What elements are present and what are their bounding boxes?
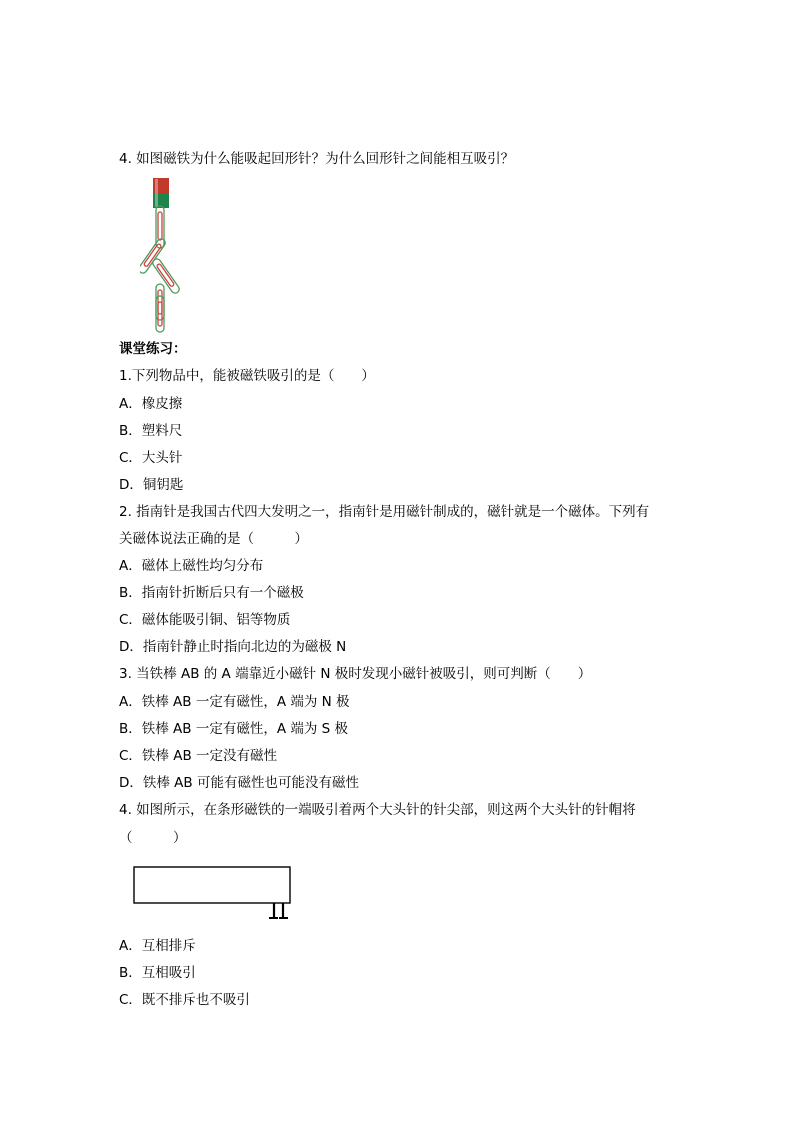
question-4-stem-line-2: （ ） [119,830,187,846]
question-2-option-a: A．磁体上磁性均匀分布 [119,558,264,574]
section-title: 课堂练习： [119,341,187,357]
magnet-paperclip-figure [140,176,180,336]
question-2-option-d: D．指南针静止时指向北边的为磁极 N [119,639,347,655]
question-3-option-a: A．铁棒 AB 一定有磁性，A 端为 N 极 [119,694,350,710]
bar-magnet [134,867,290,903]
question-4-option-c: C．既不排斥也不吸引 [119,992,250,1008]
question-4-option-a: A．互相排斥 [119,938,196,954]
question-3-stem: 3. 当铁棒 AB 的 A 端靠近小磁针 N 极时发现小磁针被吸引，则可判断（ ） [119,666,592,682]
question-4-option-b: B．互相吸引 [119,965,196,981]
question-2-option-c: C．磁体能吸引铜、铝等物质 [119,612,291,628]
question-2-option-b: B．指南针折断后只有一个磁极 [119,585,304,601]
question-3-option-c: C．铁棒 AB 一定没有磁性 [119,748,278,764]
bar-magnet-pins-figure [128,862,298,924]
question-3-option-b: B．铁棒 AB 一定有磁性，A 端为 S 极 [119,721,349,737]
question-1-option-a: A．橡皮擦 [119,396,183,412]
question-1-stem: 1.下列物品中，能被磁铁吸引的是（ ） [119,368,375,384]
paperclip-2 [140,237,167,274]
question-2-stem-line-2: 关磁体说法正确的是（ ） [119,531,308,547]
question-1-option-d: D．铜钥匙 [119,477,184,493]
question-1-option-b: B．塑料尺 [119,423,183,439]
intro-question-4: 4. 如图磁铁为什么能吸起回形针？为什么回形针之间能相互吸引？ [119,151,515,167]
question-3-option-d: D．铁棒 AB 可能有磁性也可能没有磁性 [119,775,359,791]
question-1-option-c: C．大头针 [119,450,183,466]
question-4-stem-line-1: 4. 如图所示，在条形磁铁的一端吸引着两个大头针的针尖部，则这两个大头针的针帽将 [119,802,636,818]
paperclip-chain [140,206,180,332]
question-2-stem-line-1: 2. 指南针是我国古代四大发明之一，指南针是用磁针制成的，磁针就是一个磁体。下列有 [119,504,650,520]
